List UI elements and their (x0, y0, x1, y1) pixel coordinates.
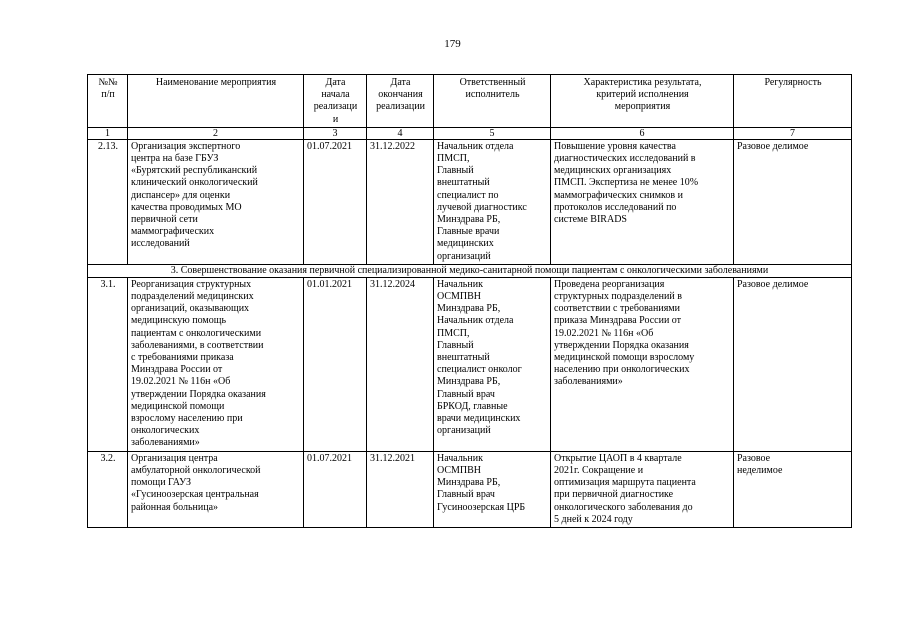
executor-line: Гусиноозерская ЦРБ (437, 501, 526, 513)
activity-name-line: первичной сети (131, 214, 198, 226)
row-number: 2.13. (88, 139, 128, 264)
regularity-line: Разовое делимое (737, 140, 809, 152)
end-date: 31.12.2022 (367, 139, 434, 264)
result-criteria (551, 451, 734, 527)
executor-line: Минздрава РБ, (437, 214, 501, 226)
result-criteria-line: медицинских организациях (554, 165, 672, 177)
executor (434, 139, 551, 264)
executor-line: Главный врач (437, 388, 495, 400)
executor-line: Начальник отдела (437, 315, 514, 327)
col-header-start-date (304, 75, 367, 128)
result-criteria-line: ПМСП. Экспертиза не менее 10% (554, 177, 699, 189)
regularity (734, 451, 852, 527)
result-criteria-line: утверждении Порядка оказания (554, 339, 689, 351)
header-row (88, 75, 852, 128)
result-criteria-line: приказа Минздрава России от (554, 315, 682, 327)
activity-name-line: центра на базе ГБУЗ (131, 153, 219, 165)
column-index-cell: 4 (367, 127, 434, 139)
executor-line: БРКОД, главные (437, 400, 508, 412)
executor-line: лучевой диагностикс (437, 201, 527, 213)
activity-name-line: Минздрава России от (131, 364, 223, 376)
executor-line: организаций (437, 250, 491, 262)
table-row (88, 139, 852, 264)
activity-name (128, 451, 304, 527)
result-criteria (551, 277, 734, 451)
activity-name-line: клинический онкологический (131, 177, 258, 189)
result-criteria-line: 2021г. Сокращение и (554, 464, 644, 476)
executor-line: медицинских (437, 238, 494, 250)
result-criteria-line: Открытие ЦАОП в 4 квартале (554, 452, 682, 464)
executor-line: Главный врач (437, 489, 495, 501)
activity-name-line: диспансер» для оценки (131, 189, 231, 201)
column-index-row (88, 127, 852, 139)
executor-line: Начальник (437, 452, 483, 464)
activity-name-line: взрослому населению при (131, 413, 243, 425)
col-header-start-date-line: начала (321, 89, 350, 101)
end-date: 31.12.2024 (367, 277, 434, 451)
result-criteria-line: Повышение уровня качества (554, 140, 676, 152)
activity-name-line: организаций, оказывающих (131, 303, 250, 315)
column-index-cell: 7 (734, 127, 852, 139)
activity-name-line: подразделений медицинских (131, 291, 254, 303)
row-number: 3.2. (88, 451, 128, 527)
column-index-cell: 5 (434, 127, 551, 139)
activity-name-line: Реорганизация структурных (131, 278, 252, 290)
col-header-result-line: Характеристика результата, (583, 77, 702, 88)
activity-name-line: заболеваниями» (131, 437, 200, 449)
activity-name-line: помощи ГАУЗ (131, 477, 192, 489)
col-header-result (551, 75, 734, 128)
executor (434, 451, 551, 527)
col-header-regularity (734, 75, 852, 128)
result-criteria-line: населению при онкологических (554, 364, 690, 376)
column-index-cell: 1 (88, 127, 128, 139)
activity-name-line: с требованиями приказа (131, 352, 234, 364)
col-header-number-line: п/п (101, 89, 115, 101)
result-criteria-line: при первичной диагностике (554, 489, 674, 501)
result-criteria-line: системе BIRADS (554, 214, 627, 226)
executor (434, 277, 551, 451)
column-index-cell: 3 (304, 127, 367, 139)
section-title: 3. Совершенствование оказания первичной специализированной медико-санитарной помощи пациентам с онкологическими заболеваниями (88, 264, 852, 277)
col-header-activity (128, 75, 304, 128)
col-header-result-line: критерий исполнения (596, 89, 689, 101)
activity-name-line: пациентам с онкологическими (131, 327, 262, 339)
executor-line: специалист по (437, 189, 499, 201)
executor-line: внештатный (437, 177, 490, 189)
result-criteria-line: оптимизация маршрута пациента (554, 477, 696, 489)
executor-line: Минздрава РБ, (437, 376, 501, 388)
activity-name-line: амбулаторной онкологической (131, 464, 261, 476)
col-header-end-date (367, 75, 434, 128)
table-row (88, 277, 852, 451)
col-header-executor-line: исполнитель (465, 89, 520, 101)
executor-line: Главный (437, 339, 474, 351)
start-date: 01.07.2021 (304, 139, 367, 264)
page-number: 179 (444, 38, 461, 50)
regularity (734, 139, 852, 264)
activities-table (87, 74, 852, 528)
col-header-activity-line: Наименование мероприятия (155, 77, 277, 88)
col-header-end-date-line: окончания (378, 89, 423, 101)
col-header-executor-line: Ответственный (459, 77, 526, 88)
activity-name-line: Организация центра (131, 452, 218, 464)
col-header-result-line: мероприятия (614, 101, 671, 113)
col-header-number (88, 75, 128, 128)
start-date: 01.07.2021 (304, 451, 367, 527)
result-criteria-line: соответствии с требованиями (554, 303, 680, 315)
col-header-end-date-line: реализации (376, 101, 425, 113)
activity-name-line: районная больница» (131, 501, 219, 513)
result-criteria-line: диагностических исследований в (554, 153, 696, 165)
col-header-start-date-line: и (332, 113, 339, 125)
activity-name-line: онкологических (131, 425, 200, 437)
activity-name-line: медицинскую помощь (131, 315, 227, 327)
col-header-regularity-line: Регулярность (764, 77, 822, 88)
activity-name-line: утверждении Порядка оказания (131, 388, 266, 400)
activity-name-line: «Бурятский республиканский (131, 165, 258, 177)
activity-name-line: «Гусиноозерская центральная (131, 489, 259, 501)
regularity-line: неделимое (737, 464, 783, 476)
result-criteria-line: структурных подразделений в (554, 291, 682, 303)
result-criteria-line: онкологического заболевания до (554, 501, 693, 513)
executor-line: Главный (437, 165, 474, 177)
activity-name-line: заболеваниями, в соответствии (131, 339, 264, 351)
col-header-executor (434, 75, 551, 128)
regularity (734, 277, 852, 451)
col-header-number-line: №№ (98, 77, 118, 88)
result-criteria-line: заболеваниями» (554, 376, 623, 388)
regularity-line: Разовое делимое (737, 278, 809, 290)
activity-name-line: 19.02.2021 № 116н «Об (131, 376, 231, 388)
result-criteria-line: медицинской помощи взрослому (554, 352, 695, 364)
activity-name-line: исследований (131, 238, 190, 250)
activity-name-line: Организация экспертного (131, 140, 241, 152)
executor-line: ПМСП, (437, 327, 470, 339)
regularity-line: Разовое (737, 452, 771, 464)
end-date: 31.12.2021 (367, 451, 434, 527)
executor-line: организаций (437, 425, 491, 437)
executor-line: Минздрава РБ, (437, 477, 501, 489)
col-header-start-date-line: Дата (325, 77, 346, 88)
col-header-start-date-line: реализаци (313, 101, 358, 113)
result-criteria-line: Проведена реорганизация (554, 278, 665, 290)
executor-line: внештатный (437, 352, 490, 364)
executor-line: специалист онколог (437, 364, 522, 376)
activity-name-line: маммографических (131, 226, 215, 238)
result-criteria-line: протоколов исследований по (554, 201, 677, 213)
col-header-end-date-line: Дата (390, 77, 411, 88)
result-criteria-line: 19.02.2021 № 116н «Об (554, 327, 654, 339)
result-criteria-line: 5 дней к 2024 году (554, 513, 633, 525)
result-criteria (551, 139, 734, 264)
executor-line: Главные врачи (437, 226, 500, 238)
column-index-cell: 6 (551, 127, 734, 139)
activity-name-line: медицинской помощи (131, 400, 225, 412)
row-number: 3.1. (88, 277, 128, 451)
result-criteria-line: маммографических снимков и (554, 189, 683, 201)
executor-line: ОСМПВН (437, 464, 482, 476)
activity-name (128, 139, 304, 264)
executor-line: врачи медицинских (437, 413, 521, 425)
executor-line: Начальник отдела (437, 140, 514, 152)
activity-name (128, 277, 304, 451)
section-row (88, 264, 852, 277)
executor-line: ОСМПВН (437, 291, 482, 303)
executor-line: Начальник (437, 278, 483, 290)
start-date: 01.01.2021 (304, 277, 367, 451)
executor-line: ПМСП, (437, 153, 470, 165)
activity-name-line: качества проводимых МО (131, 201, 242, 213)
table-row (88, 451, 852, 527)
column-index-cell: 2 (128, 127, 304, 139)
executor-line: Минздрава РБ, (437, 303, 501, 315)
